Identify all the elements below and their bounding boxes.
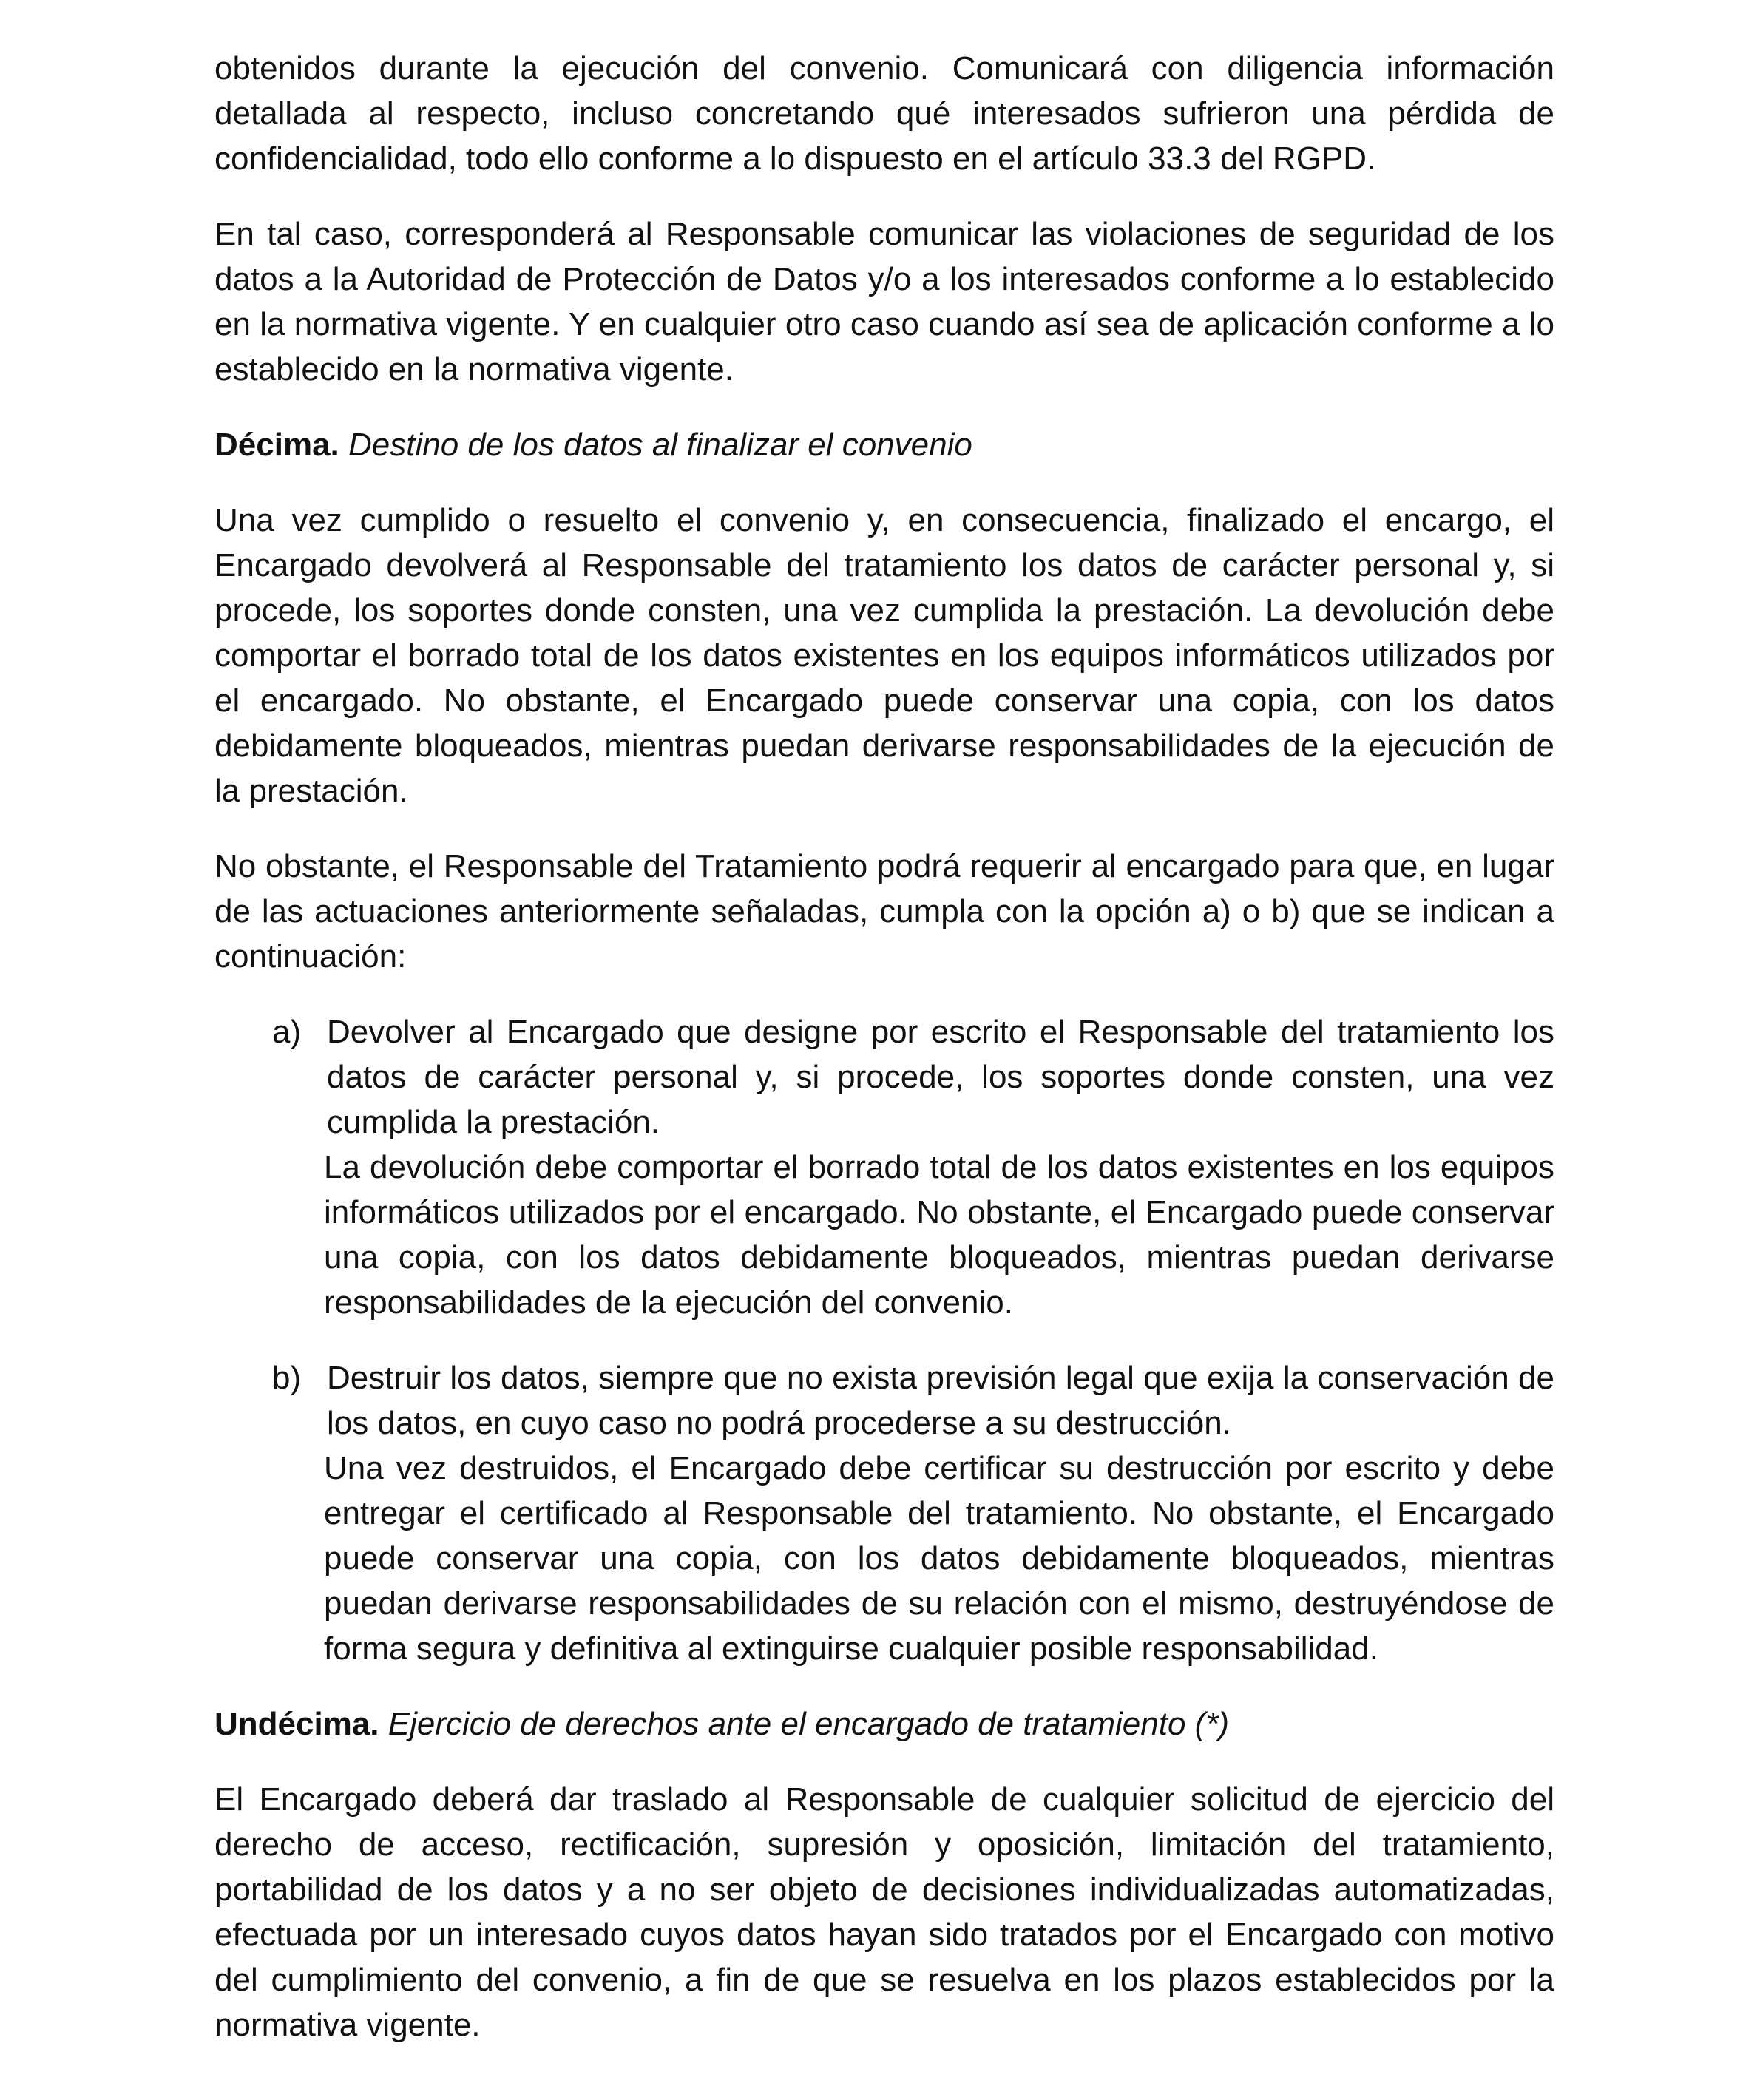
option-marker-a: a) (272, 1014, 302, 1050)
option-item-b (214, 1355, 1554, 1671)
section-title-decima: Destino de los datos al finalizar el convenio (348, 427, 972, 463)
option-text-b: Destruir los datos, siempre que no exista previsión legal que exija la conservación de los datos, en cuyo caso no podrá procederse a su destrucción. (327, 1360, 1554, 1441)
option-subtext-b: Una vez destruidos, el Encargado debe certificar su destrucción por escrito y debe entregar el certificado al Responsable del tratamiento. No obstante, el Encargado puede conservar una copia, con los datos debidamente bloqueados, mientras puedan derivarse responsabilidades de su relación con el mismo, destruyéndose de forma segura y definitiva al extinguirse cualquier posible responsabilidad. (324, 1450, 1554, 1667)
paragraph-security-violations: En tal caso, corresponderá al Responsable comunicar las violaciones de seguridad de los datos a la Autoridad de Protección de Datos y/o a los interesados conforme a lo establecido en la normativa vigente. Y en cualquier otro caso cuando así sea de aplicación conforme a lo establecido en la normativa vigente. (214, 216, 1554, 387)
option-subtext-a: La devolución debe comportar el borrado total de los datos existentes en los equipos informáticos utilizados por el encargado. No obstante, el Encargado puede conservar una copia, con los datos debidamente bloqueados, mientras puedan derivarse responsabilidades de la ejecución del convenio. (324, 1149, 1554, 1321)
paragraph-rights-exercise: El Encargado deberá dar traslado al Responsable de cualquier solicitud de ejercicio del derecho de acceso, rectificación, supresión y oposición, limitación del tratamiento, portabilidad de los datos y a no ser objeto de decisiones individualizadas automatizadas, efectuada por un interesado cuyos datos hayan sido tratados por el Encargado con motivo del cumplimiento del convenio, a fin de que se resuelva en los plazos establecidos por la normativa vigente. (214, 1781, 1554, 2043)
option-item-a (214, 1009, 1554, 1325)
paragraph-data-return: Una vez cumplido o resuelto el convenio y, en consecuencia, finalizado el encargo, el Encargado devolverá al Responsable del tratamiento los datos de carácter personal y, si procede, los soportes donde consten, una vez cumplida la prestación. La devolución debe comportar el borrado total de los datos existentes en los equipos informáticos utilizados por el encargado. No obstante, el Encargado puede conservar una copia, con los datos debidamente bloqueados, mientras puedan derivarse responsabilidades de la ejecución de la prestación. (214, 502, 1554, 809)
section-heading-undecima (214, 1701, 1554, 1747)
section-heading-decima (214, 422, 1554, 467)
option-text-a: Devolver al Encargado que designe por escrito el Responsable del tratamiento los datos de carácter personal y, si procede, los soportes donde consten, una vez cumplida la prestación. (327, 1014, 1554, 1140)
option-marker-b: b) (272, 1360, 302, 1396)
paragraph-options-intro: No obstante, el Responsable del Tratamiento podrá requerir al encargado para que, en lugar de las actuaciones anteriormente señaladas, cumpla con la opción a) o b) que se indican a continuación: (214, 848, 1554, 975)
paragraph-confidentiality: obtenidos durante la ejecución del convenio. Comunicará con diligencia información detallada al respecto, incluso concretando qué interesados sufrieron una pérdida de confidencialidad, todo ello conforme a lo dispuesto en el artículo 33.3 del RGPD. (214, 50, 1554, 177)
section-title-undecima: Ejercicio de derechos ante el encargado de tratamiento (*) (387, 1706, 1230, 1742)
section-label-decima: Décima. (214, 427, 339, 463)
section-label-undecima: Undécima. (214, 1706, 379, 1742)
options-list (214, 1009, 1554, 1671)
document-page (214, 46, 1554, 2078)
